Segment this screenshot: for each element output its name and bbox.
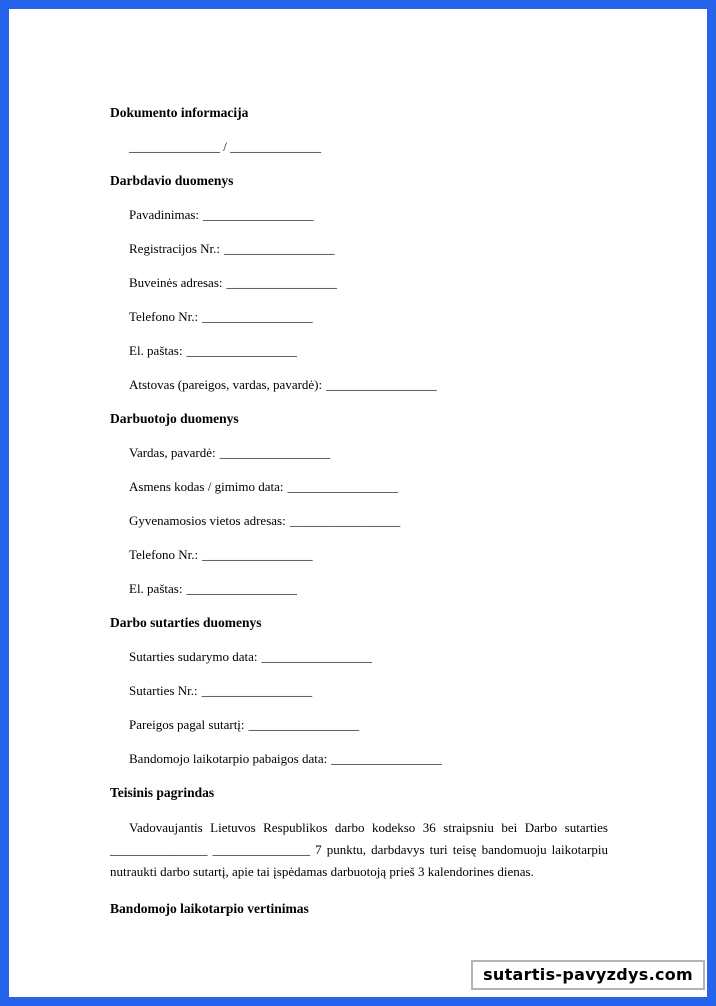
field-label: Telefono Nr.: xyxy=(129,309,199,324)
field-sutarties-nr xyxy=(110,681,608,701)
field-registracijos-nr xyxy=(110,239,608,259)
field-blank-line: _________________ xyxy=(202,547,313,562)
field-blank-line: _________________ xyxy=(261,649,373,664)
field-blank-line: _________________ xyxy=(326,377,437,392)
field-label: Asmens kodas / gimimo data: xyxy=(129,479,284,494)
section-heading-darbo-sutarties-duomenys: Darbo sutarties duomenys xyxy=(110,615,262,630)
field-blank-line: _________________ xyxy=(203,207,314,222)
field-blank-line: _________________ xyxy=(226,275,338,290)
field-telefono-nr-darbdavio xyxy=(110,307,608,327)
field-blank-line: _________________ xyxy=(289,513,401,528)
field-pareigos-pagal-sutarti xyxy=(110,715,608,735)
field-label: Buveinės adresas: xyxy=(129,275,223,290)
legal-paragraph: Vadovaujantis Lietuvos Respublikos darbo kodekso 36 straipsniu bei Darbo sutarties _______________ _______________ 7 punktu, darbdavys turi teisę bandomuoju laikotarpiu nutraukti darbo sutartį, apie tai įspėdamas darbuotoją prieš 3 kalendorines dienas. xyxy=(110,820,608,879)
field-label: Pavadinimas: xyxy=(129,207,200,222)
field-blank-line: _________________ xyxy=(219,445,331,460)
field-blank-line: _________________ xyxy=(201,683,313,698)
field-label: Vardas, pavardė: xyxy=(129,445,216,460)
field-blank-line: _________________ xyxy=(186,343,297,358)
field-buveines-adresas xyxy=(110,273,608,293)
field-el-pastas-darbdavio xyxy=(110,341,608,361)
field-blank-line: _________________ xyxy=(248,717,360,732)
blank-line: ______________ / ______________ xyxy=(129,139,322,154)
field-telefono-nr-darbuotojo xyxy=(110,545,608,565)
field-blank-line: _________________ xyxy=(287,479,399,494)
section-heading-darbuotojo-duomenys: Darbuotojo duomenys xyxy=(110,411,239,426)
section-heading-dokumento-informacija: Dokumento informacija xyxy=(110,105,249,120)
field-label: Pareigos pagal sutartį: xyxy=(129,717,245,732)
section-heading-darbdavio-duomenys: Darbdavio duomenys xyxy=(110,173,234,188)
field-vardas-pavarde xyxy=(110,443,608,463)
field-blank-line: _________________ xyxy=(186,581,297,596)
field-label: Atstovas (pareigos, vardas, pavardė): xyxy=(129,377,323,392)
field-label: Bandomojo laikotarpio pabaigos data: xyxy=(129,751,328,766)
field-atstovas xyxy=(110,375,608,395)
field-blank-line: _________________ xyxy=(202,309,313,324)
field-asmens-kodas xyxy=(110,477,608,497)
field-label: El. paštas: xyxy=(129,343,183,358)
field-label: Telefono Nr.: xyxy=(129,547,199,562)
field-label: Registracijos Nr.: xyxy=(129,241,220,256)
field-pavadinimas xyxy=(110,205,608,225)
field-blank-line: _________________ xyxy=(224,241,335,256)
field-label: Gyvenamosios vietos adresas: xyxy=(129,513,286,528)
field-blank-line: _________________ xyxy=(331,751,442,766)
document-body xyxy=(9,9,707,919)
field-el-pastas-darbuotojo xyxy=(110,579,608,599)
field-gyvenamosios-vietos-adresas xyxy=(110,511,608,531)
field-sutarties-sudarymo-data xyxy=(110,647,608,667)
watermark-badge: sutartis-pavyzdys.com xyxy=(471,960,705,990)
document-info-blank-line xyxy=(110,137,608,157)
field-label: El. paštas: xyxy=(129,581,183,596)
field-label: Sutarties sudarymo data: xyxy=(129,649,258,664)
section-heading-bandomojo-laikotarpio-vertinimas: Bandomojo laikotarpio vertinimas xyxy=(110,901,309,916)
field-label: Sutarties Nr.: xyxy=(129,683,198,698)
section-heading-teisinis-pagrindas: Teisinis pagrindas xyxy=(110,785,215,800)
field-bandomojo-laikotarpio-pabaigos-data xyxy=(110,749,608,769)
